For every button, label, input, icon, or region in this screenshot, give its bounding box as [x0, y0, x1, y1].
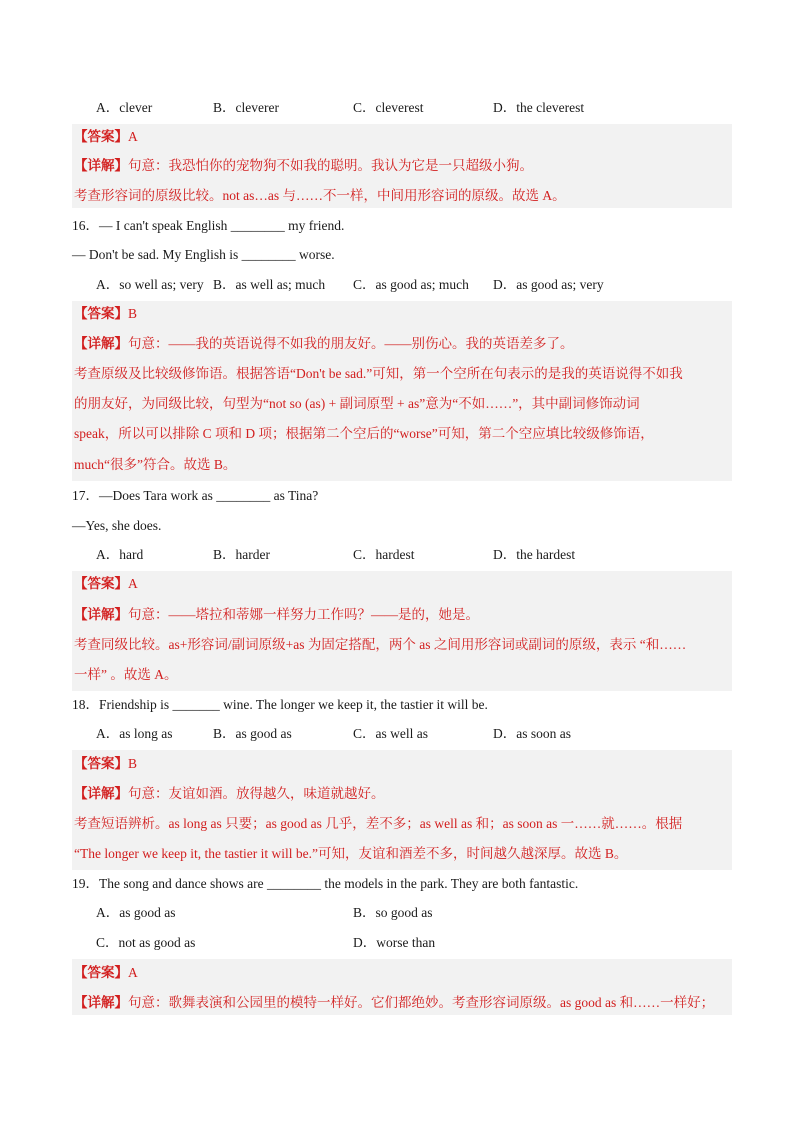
- q19-detail-line-1: [74, 994, 714, 1012]
- q15-answer-block: [72, 124, 732, 208]
- q17-stem-2: —Yes, she does.: [72, 518, 162, 533]
- q16-stem-2: — Don't be sad. My English is ________ worse.: [72, 247, 335, 262]
- q17-option-a: A．hard: [96, 547, 144, 562]
- q16-detail-line-5: much“很多”符合。故选 B。: [74, 457, 237, 472]
- q16-answer-line: [74, 305, 137, 323]
- q18-detail-line-3: “The longer we keep it, the tastier it will be.”可知，友谊和酒差不多，时间越久越深厚。故选 B。: [74, 846, 628, 861]
- q19-answer-block: [72, 959, 732, 1015]
- q15-answer-line: [74, 128, 138, 146]
- q15-option-b: B．cleverer: [213, 100, 279, 115]
- q18-detail-line-1: [74, 785, 385, 803]
- q17-option-b: B．harder: [213, 547, 270, 562]
- q17-detail-line-3: 一样” 。故选 A。: [74, 667, 178, 682]
- q18-option-c: C．as well as: [353, 726, 428, 741]
- q16-option-b: B．as well as; much: [213, 277, 326, 292]
- detail-text: 句意：歌舞表演和公园里的模特一样好。它们都绝妙。考查形容词原级。as good as 和……一样好；: [128, 995, 715, 1010]
- q17-detail-line-1: [74, 606, 479, 624]
- q16-answer-block: [72, 301, 732, 481]
- q16-option-c: C．as good as; much: [353, 277, 469, 292]
- q16-option-d: D．as good as; very: [493, 277, 604, 292]
- q18-option-a: A．as long as: [96, 726, 173, 741]
- answer-tag: 【答案】: [74, 306, 128, 321]
- q18-option-b: B．as good as: [213, 726, 292, 741]
- q18-stem-1: 18．Friendship is _______ wine. The longer we keep it, the tastier it will be.: [72, 697, 488, 712]
- q15-detail-line-2: 考查形容词的原级比较。not as…as 与……不一样，中间用形容词的原级。故选 A。: [74, 188, 566, 203]
- answer-value: B: [128, 756, 138, 771]
- detail-text: 句意：友谊如酒。放得越久，味道就越好。: [128, 786, 385, 801]
- detail-text: 句意：——我的英语说得不如我的朋友好。——别伤心。我的英语差多了。: [128, 336, 574, 351]
- answer-value: A: [128, 129, 138, 144]
- q18-answer-line: [74, 755, 137, 773]
- q19-stem-1: 19．The song and dance shows are ________ the models in the park. They are both fantastic.: [72, 876, 579, 891]
- detail-text: 句意：我恐怕你的宠物狗不如我的聪明。我认为它是一只超级小狗。: [128, 158, 533, 173]
- q19-option-d: D．worse than: [353, 935, 436, 950]
- q17-option-d: D．the hardest: [493, 547, 576, 562]
- q18-answer-block: [72, 750, 732, 870]
- q16-detail-line-4: speak，所以可以排除 C 项和 D 项；根据第二个空后的“worse”可知，第二个空应填比较级修饰语，: [74, 426, 654, 441]
- q16-detail-line-3: 的朋友好，为同级比较，句型为“not so (as) + 副词原型 + as”意为“不如……”，其中副词修饰动词: [74, 396, 640, 411]
- detail-tag: 【详解】: [74, 786, 128, 801]
- q17-detail-line-2: 考查同级比较。as+形容词/副词原级+as 为固定搭配，两个 as 之间用形容词或副词的原级，表示 “和……: [74, 637, 687, 652]
- q17-answer-line: [74, 575, 138, 593]
- detail-tag: 【详解】: [74, 995, 128, 1010]
- q16-stem-1: 16．— I can't speak English ________ my friend.: [72, 218, 345, 233]
- q19-option-c: C．not as good as: [96, 935, 196, 950]
- q19-option-a: A．as good as: [96, 905, 176, 920]
- q17-option-c: C．hardest: [353, 547, 415, 562]
- detail-tag: 【详解】: [74, 607, 128, 622]
- q17-stem-1: 17．—Does Tara work as ________ as Tina?: [72, 488, 319, 503]
- q16-detail-line-1: [74, 335, 574, 353]
- answer-value: B: [128, 306, 138, 321]
- q18-detail-line-2: 考查短语辨析。as long as 只要；as good as 几乎，差不多；as well as 和；as soon as 一……就……。根据: [74, 816, 683, 831]
- q15-detail-line-1: [74, 157, 533, 175]
- q15-option-c: C．cleverest: [353, 100, 424, 115]
- q15-option-a: A．clever: [96, 100, 153, 115]
- q17-answer-block: [72, 571, 732, 691]
- answer-tag: 【答案】: [74, 965, 128, 980]
- detail-tag: 【详解】: [74, 336, 128, 351]
- answer-value: A: [128, 576, 138, 591]
- q16-option-a: A．so well as; very: [96, 277, 204, 292]
- detail-tag: 【详解】: [74, 158, 128, 173]
- detail-text: 句意：——塔拉和蒂娜一样努力工作吗？——是的，她是。: [128, 607, 479, 622]
- q16-detail-line-2: 考查原级及比较级修饰语。根据答语“Don't be sad.”可知，第一个空所在句表示的是我的英语说得不如我: [74, 366, 683, 381]
- answer-tag: 【答案】: [74, 756, 128, 771]
- answer-tag: 【答案】: [74, 129, 128, 144]
- q19-option-b: B．so good as: [353, 905, 433, 920]
- answer-value: A: [128, 965, 138, 980]
- answer-tag: 【答案】: [74, 576, 128, 591]
- q15-option-d: D．the cleverest: [493, 100, 585, 115]
- q18-option-d: D．as soon as: [493, 726, 571, 741]
- q19-answer-line: [74, 964, 138, 982]
